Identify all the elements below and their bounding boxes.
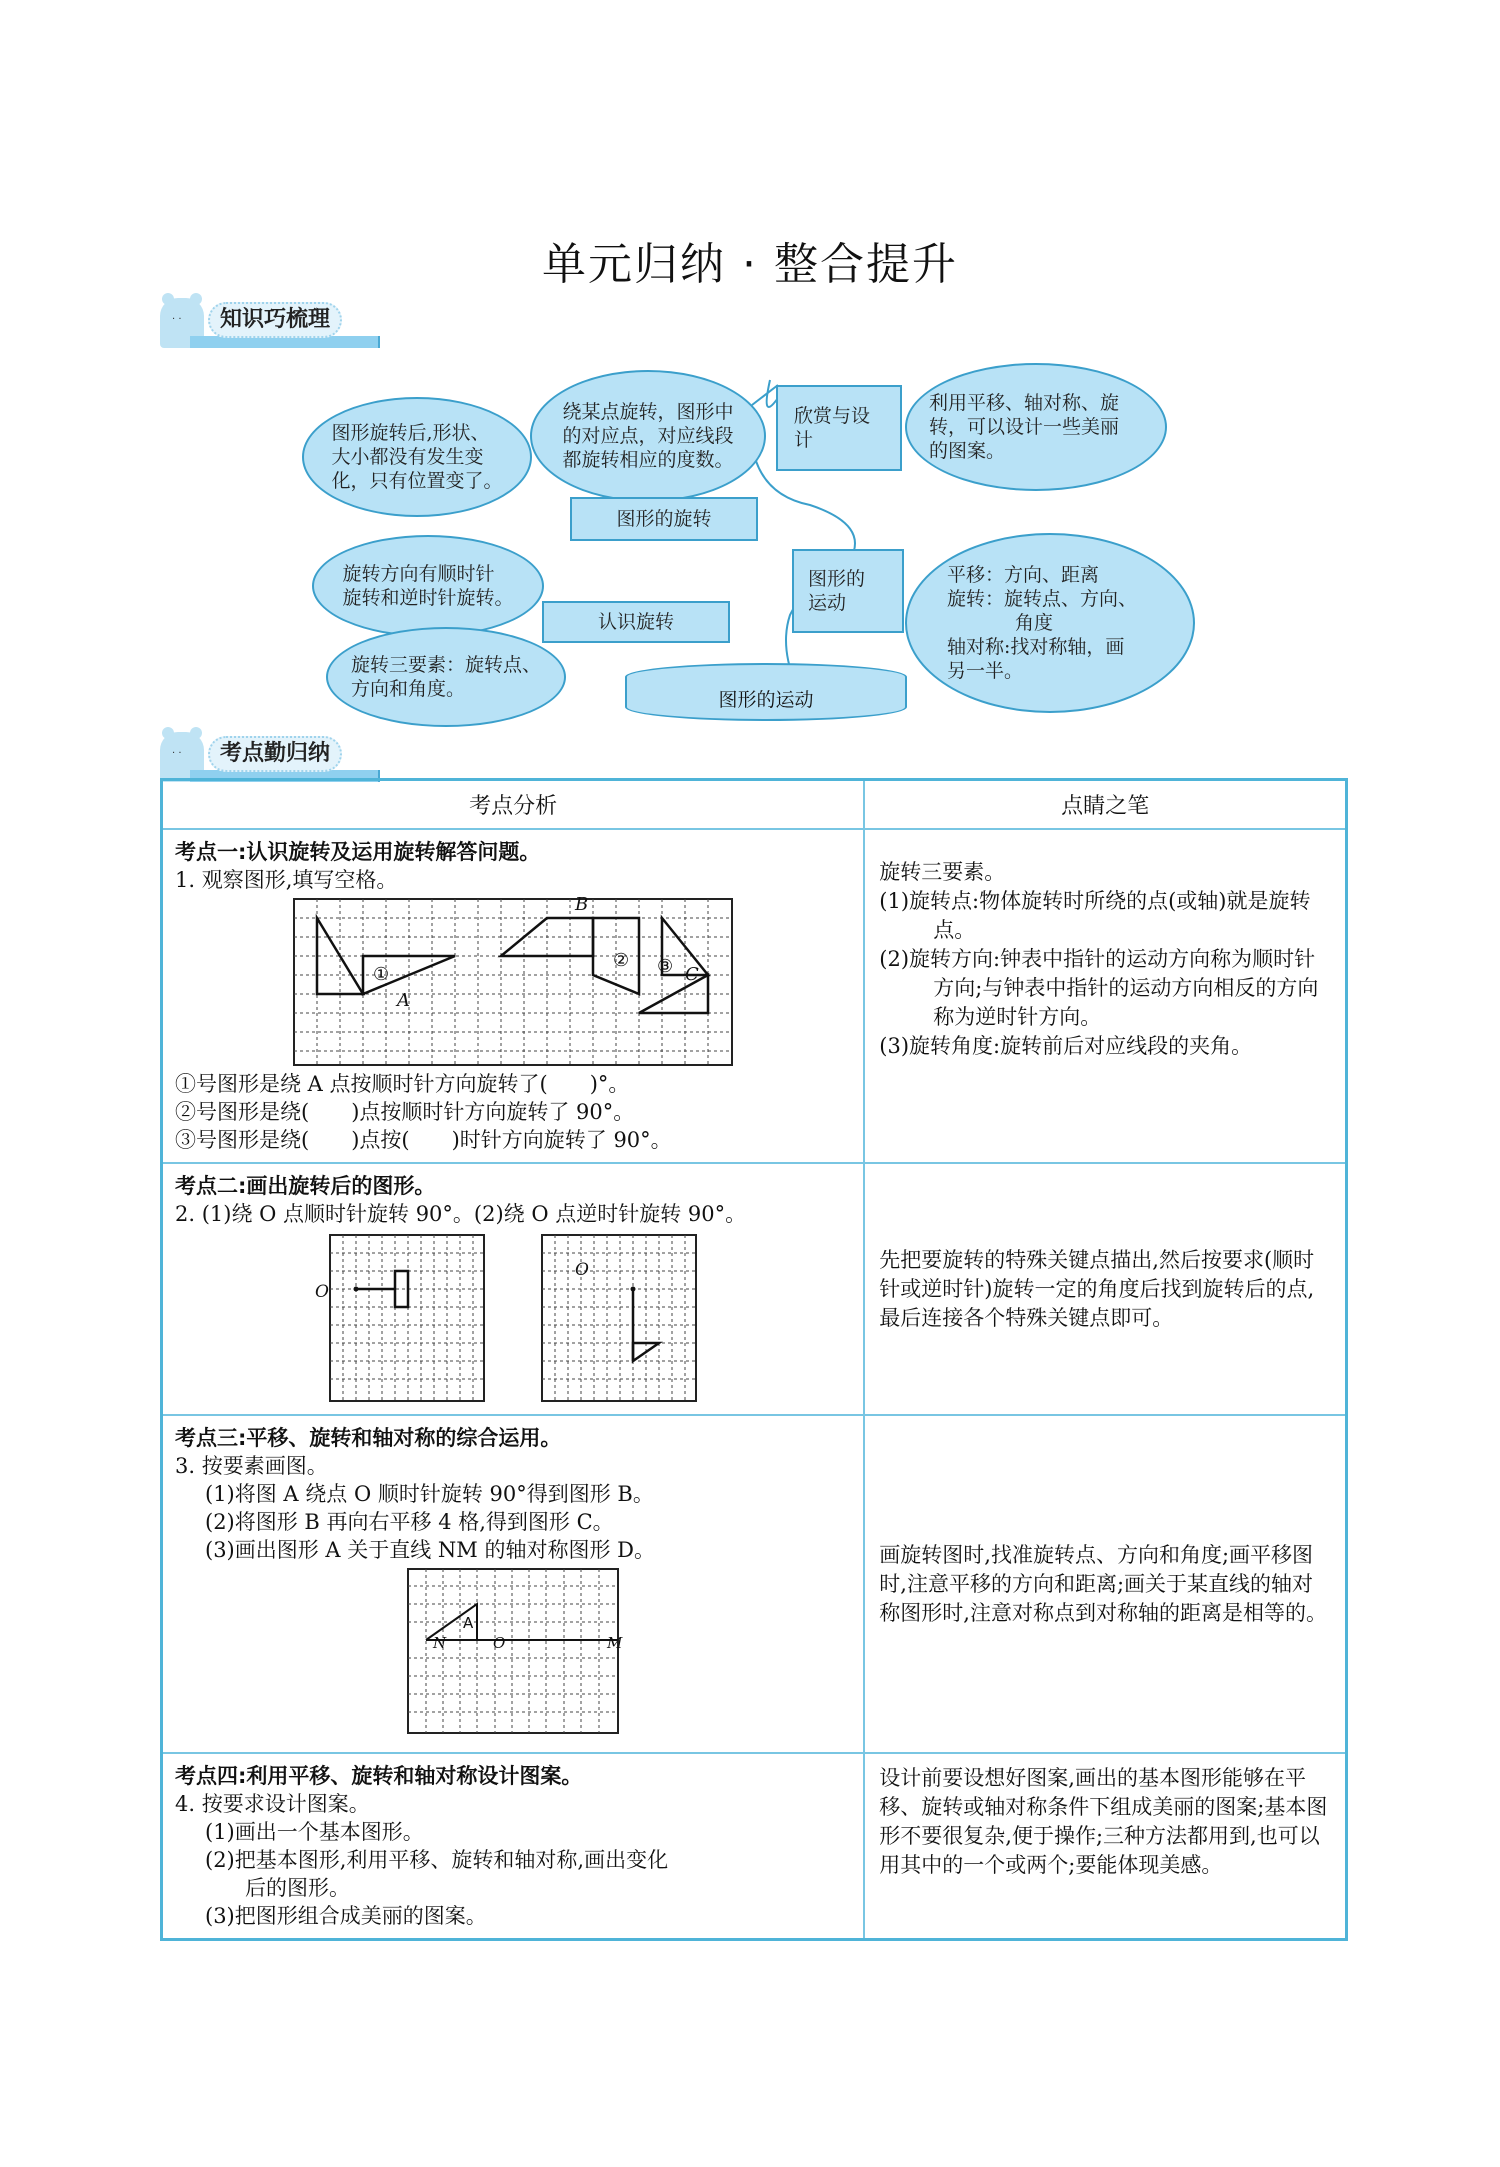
bear-mascot-icon: · · <box>160 732 204 782</box>
exam-point-1 <box>162 829 865 1163</box>
exam-points-table <box>160 778 1348 1941</box>
sub-question: 后的图形。 <box>245 1876 350 1900</box>
exam-point-2 <box>162 1163 865 1415</box>
table-row <box>162 1163 1347 1415</box>
exam-point-title: 考点一:认识旋转及运用旋转解答问题。 <box>175 840 541 864</box>
question-text: 2. (1)绕 O 点顺时针旋转 90°。(2)绕 O 点逆时针旋转 90°。 <box>175 1202 747 1226</box>
question-text: 1. 观察图形,填写空格。 <box>175 868 398 892</box>
mind-map <box>290 365 1210 725</box>
bubble-direction: 旋转方向有顺时针 旋转和逆时针旋转。 <box>312 535 544 637</box>
tip-text: 先把要旋转的特殊关键点描出,然后按要求(顺时针或逆时针)旋转一定的角度后找到旋转后的点,最后连接各个特殊关键点即可。 <box>879 1247 1315 1330</box>
page-title: 单元归纳 · 整合提升 <box>542 239 958 290</box>
sub-question: (1)将图 A 绕点 O 顺时针旋转 90°得到图形 B。 <box>205 1482 654 1506</box>
table-row <box>162 1753 1347 1940</box>
header-analysis: 考点分析 <box>162 780 865 830</box>
fill-blank-2: ②号图形是绕( )点按顺时针方向旋转了 90°。 <box>175 1100 635 1124</box>
bubble-three-elements: 旋转三要素：旋转点、 方向和角度。 <box>326 627 566 727</box>
exam-point-3 <box>162 1415 865 1753</box>
node-rotation: 图形的旋转 <box>570 497 758 541</box>
tip-text: 画旋转图时,找准旋转点、方向和角度;画平移图时,注意平移的方向和距离;画关于某直线的轴对称图形时,注意对称点到对称轴的距离是相等的。 <box>879 1542 1327 1625</box>
point-label-o: O <box>575 1260 589 1280</box>
point-label-c: C <box>685 964 699 985</box>
shape-label-1: ① <box>373 964 390 985</box>
sub-question: (2)把基本图形,利用平移、旋转和轴对称,画出变化 <box>205 1848 669 1872</box>
header-tips: 点睛之笔 <box>864 780 1346 830</box>
tip-item: (1)旋转点:物体旋转时所绕的点(或轴)就是旋转点。 <box>879 889 1311 942</box>
section-badge-knowledge <box>160 298 380 348</box>
bubble-motion-types: 平移：方向、距离 旋转：旋转点、方向、 角度 轴对称:找对称轴，画 另一半。 <box>905 533 1195 713</box>
point-label-o: O <box>493 1634 506 1652</box>
node-recognize-rotation: 认识旋转 <box>542 601 730 643</box>
tip-3 <box>864 1415 1346 1753</box>
question-text: 4. 按要求设计图案。 <box>175 1792 370 1816</box>
table-row <box>162 1415 1347 1753</box>
node-root-figure-motion: 图形的运动 <box>625 663 907 721</box>
bubble-shape-unchanged: 图形旋转后,形状、 大小都没有发生变 化，只有位置变了。 <box>302 397 532 517</box>
section-badge-exam <box>160 732 380 782</box>
tip-1 <box>864 829 1346 1163</box>
shape-label-a: A <box>463 1614 474 1632</box>
exam-point-title: 考点四:利用平移、旋转和轴对称设计图案。 <box>175 1764 583 1788</box>
tip-item: (3)旋转角度:旋转前后对应线段的夹角。 <box>879 1034 1253 1058</box>
exam-point-4 <box>162 1753 865 1940</box>
bubble-around-point: 绕某点旋转，图形中 的对应点，对应线段 都旋转相应的度数。 <box>530 370 766 502</box>
point-label-b: B <box>575 894 589 915</box>
fill-blank-3: ③号图形是绕( )点按( )时针方向旋转了 90°。 <box>175 1128 672 1152</box>
sub-question: (3)把图形组合成美丽的图案。 <box>205 1904 487 1928</box>
tip-4 <box>864 1753 1346 1940</box>
fill-blank-1: ①号图形是绕 A 点按顺时针方向旋转了( )°。 <box>175 1072 630 1096</box>
exam-point-title: 考点三:平移、旋转和轴对称的综合运用。 <box>175 1426 562 1450</box>
table-header-row <box>162 780 1347 830</box>
rotate-counterclockwise-grid <box>541 1234 697 1402</box>
table-row <box>162 829 1347 1163</box>
point-label-a: A <box>397 990 410 1011</box>
exam-point-title: 考点二:画出旋转后的图形。 <box>175 1174 436 1198</box>
section-label-exam: 考点勤归纳 <box>208 736 342 772</box>
point-label-m: M <box>607 1634 623 1652</box>
tip-item: (2)旋转方向:钟表中指针的运动方向称为顺时针方向;与钟表中指针的运动方向相反的方向称为逆时针方向。 <box>879 947 1319 1029</box>
node-appreciate-design: 欣赏与设 计 <box>776 385 902 471</box>
sub-question: (1)画出一个基本图形。 <box>205 1820 424 1844</box>
point-label-o: O <box>315 1282 329 1302</box>
bubble-design: 利用平移、轴对称、旋 转，可以设计一些美丽 的图案。 <box>905 363 1167 491</box>
question-text: 3. 按要素画图。 <box>175 1454 328 1478</box>
section-label-knowledge: 知识巧梳理 <box>208 302 342 338</box>
shape-label-3: ③ <box>657 956 674 977</box>
rotation-grid-figure <box>293 898 733 1066</box>
bear-mascot-icon: · · <box>160 298 204 348</box>
shape-label-2: ② <box>613 950 630 971</box>
tip-text: 设计前要设想好图案,画出的基本图形能够在平移、旋转或轴对称条件下组成美丽的图案;基本图形不要很复杂,便于操作;三种方法都用到,也可以用其中的一个或两个;要能体现美感。 <box>879 1766 1328 1877</box>
node-figure-motion-branch: 图形的 运动 <box>792 549 904 633</box>
sub-question: (3)画出图形 A 关于直线 NM 的轴对称图形 D。 <box>205 1538 656 1562</box>
sub-question: (2)将图形 B 再向右平移 4 格,得到图形 C。 <box>205 1510 614 1534</box>
tip-intro: 旋转三要素。 <box>879 860 1006 884</box>
rotate-clockwise-grid <box>329 1234 485 1402</box>
point-label-n: N <box>433 1634 447 1652</box>
tip-2 <box>864 1163 1346 1415</box>
